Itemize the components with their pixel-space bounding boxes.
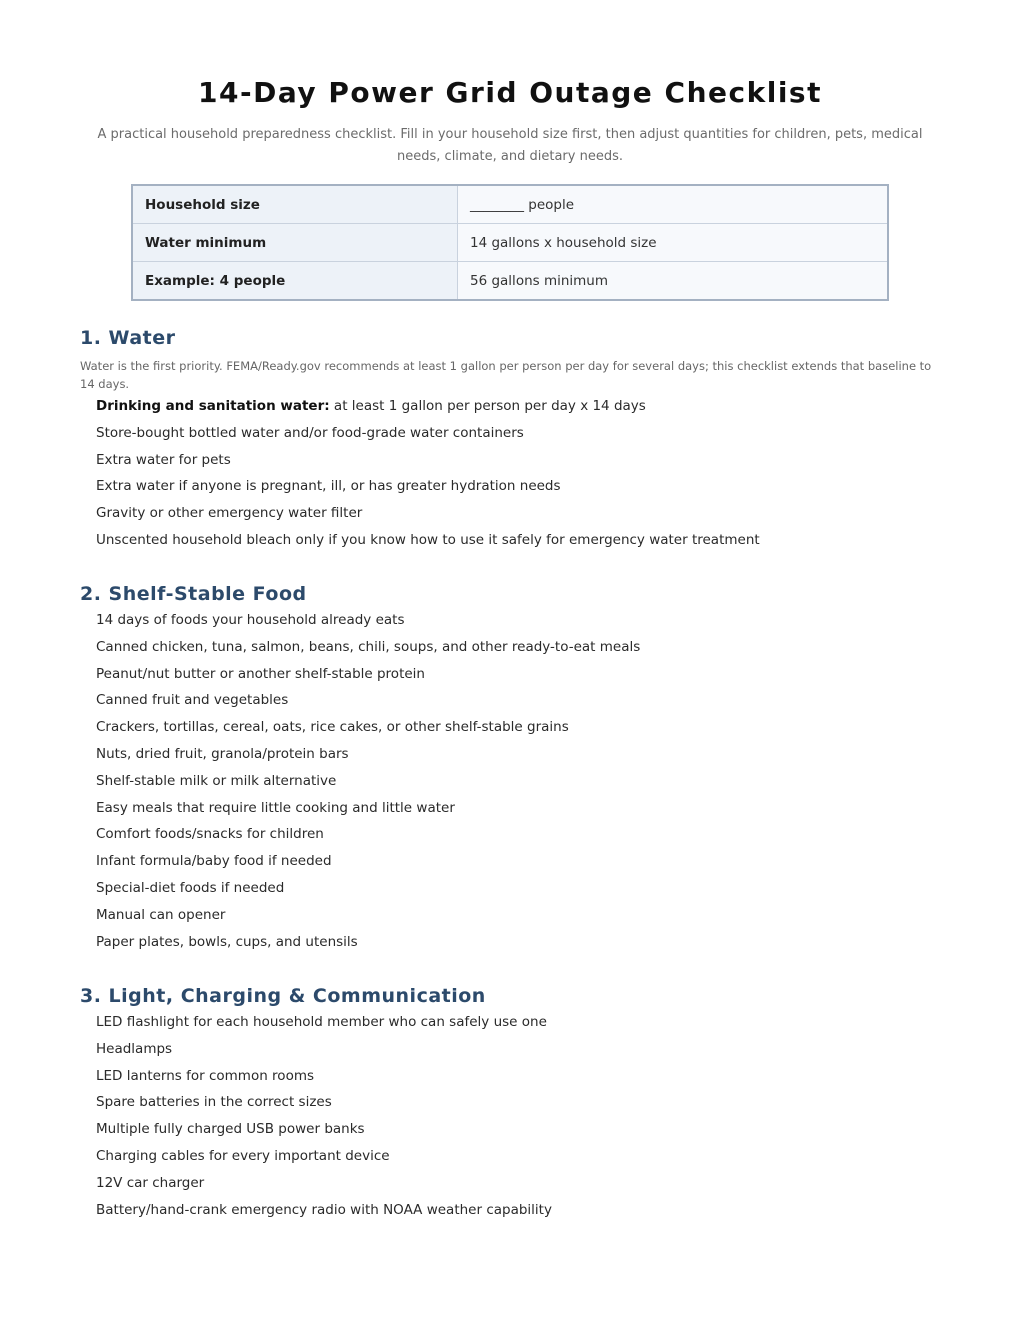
- list-item: Battery/hand-crank emergency radio with NOAA weather capability: [96, 1201, 552, 1218]
- table-row: [132, 224, 888, 262]
- list-item: [96, 393, 940, 420]
- table-row: [132, 262, 888, 301]
- list-item: Manual can opener: [96, 906, 226, 923]
- page-title: 14-Day Power Grid Outage Checklist: [198, 76, 822, 109]
- list-item: Extra water if anyone is pregnant, ill, or has greater hydration needs: [96, 478, 561, 495]
- page-subtitle: A practical household preparedness checklist. Fill in your household size first, then adjust quantities for children, pets, medical needs, climate, and dietary needs.: [97, 127, 923, 164]
- list-item: Canned fruit and vegetables: [96, 692, 289, 709]
- section-heading-light-charging: 3. Light, Charging & Communication: [80, 985, 486, 1007]
- light-charging-checklist: [80, 1009, 940, 1223]
- list-item: Gravity or other emergency water filter: [96, 505, 363, 522]
- household-size-label: Household size: [132, 185, 458, 224]
- household-size-value: ________ people: [458, 185, 889, 224]
- list-item: Comfort foods/snacks for children: [96, 826, 324, 843]
- section-food: [80, 581, 940, 955]
- list-item: Multiple fully charged USB power banks: [96, 1121, 365, 1138]
- list-item: Special-diet foods if needed: [96, 879, 285, 896]
- list-item-text: at least 1 gallon per person per day x 14 days: [329, 398, 646, 414]
- list-item: Nuts, dried fruit, granola/protein bars: [96, 745, 349, 762]
- example-value: 56 gallons minimum: [458, 262, 889, 301]
- table-row: [132, 185, 888, 224]
- list-item: Peanut/nut butter or another shelf-stable protein: [96, 665, 425, 682]
- list-item-bold-label: Drinking and sanitation water:: [96, 398, 330, 414]
- list-item: Shelf-stable milk or milk alternative: [96, 772, 337, 789]
- food-checklist: [80, 607, 940, 955]
- section-heading-food: 2. Shelf-Stable Food: [80, 583, 307, 605]
- list-item: Crackers, tortillas, cereal, oats, rice cakes, or other shelf-stable grains: [96, 719, 569, 736]
- list-item: Paper plates, bowls, cups, and utensils: [96, 933, 358, 950]
- section-intro-water: Water is the first priority. FEMA/Ready.gov recommends at least 1 gallon per person per day for several days; this checklist extends that baseline to 14 days.: [80, 359, 932, 391]
- list-item: LED lanterns for common rooms: [96, 1067, 315, 1084]
- list-item: Easy meals that require little cooking and little water: [96, 799, 455, 816]
- list-item: Extra water for pets: [96, 451, 231, 468]
- water-checklist: [80, 393, 940, 554]
- water-minimum-value: 14 gallons x household size: [458, 224, 889, 262]
- list-item: Canned chicken, tuna, salmon, beans, chili, soups, and other ready-to-eat meals: [96, 638, 641, 655]
- section-heading-water: 1. Water: [80, 327, 176, 349]
- list-item: 12V car charger: [96, 1174, 205, 1191]
- section-light-charging: [80, 983, 940, 1223]
- household-size-table: [131, 184, 889, 301]
- list-item: Store-bought bottled water and/or food-grade water containers: [96, 424, 524, 441]
- list-item: Unscented household bleach only if you know how to use it safely for emergency water treatment: [96, 531, 760, 548]
- list-item: LED flashlight for each household member who can safely use one: [96, 1014, 547, 1030]
- list-item: 14 days of foods your household already eats: [96, 612, 405, 628]
- water-minimum-label: Water minimum: [132, 224, 458, 262]
- list-item: Infant formula/baby food if needed: [96, 853, 332, 870]
- list-item: Charging cables for every important device: [96, 1147, 390, 1164]
- list-item: Headlamps: [96, 1040, 173, 1057]
- list-item: Spare batteries in the correct sizes: [96, 1094, 332, 1111]
- example-label: Example: 4 people: [132, 262, 458, 301]
- section-water: [80, 325, 940, 554]
